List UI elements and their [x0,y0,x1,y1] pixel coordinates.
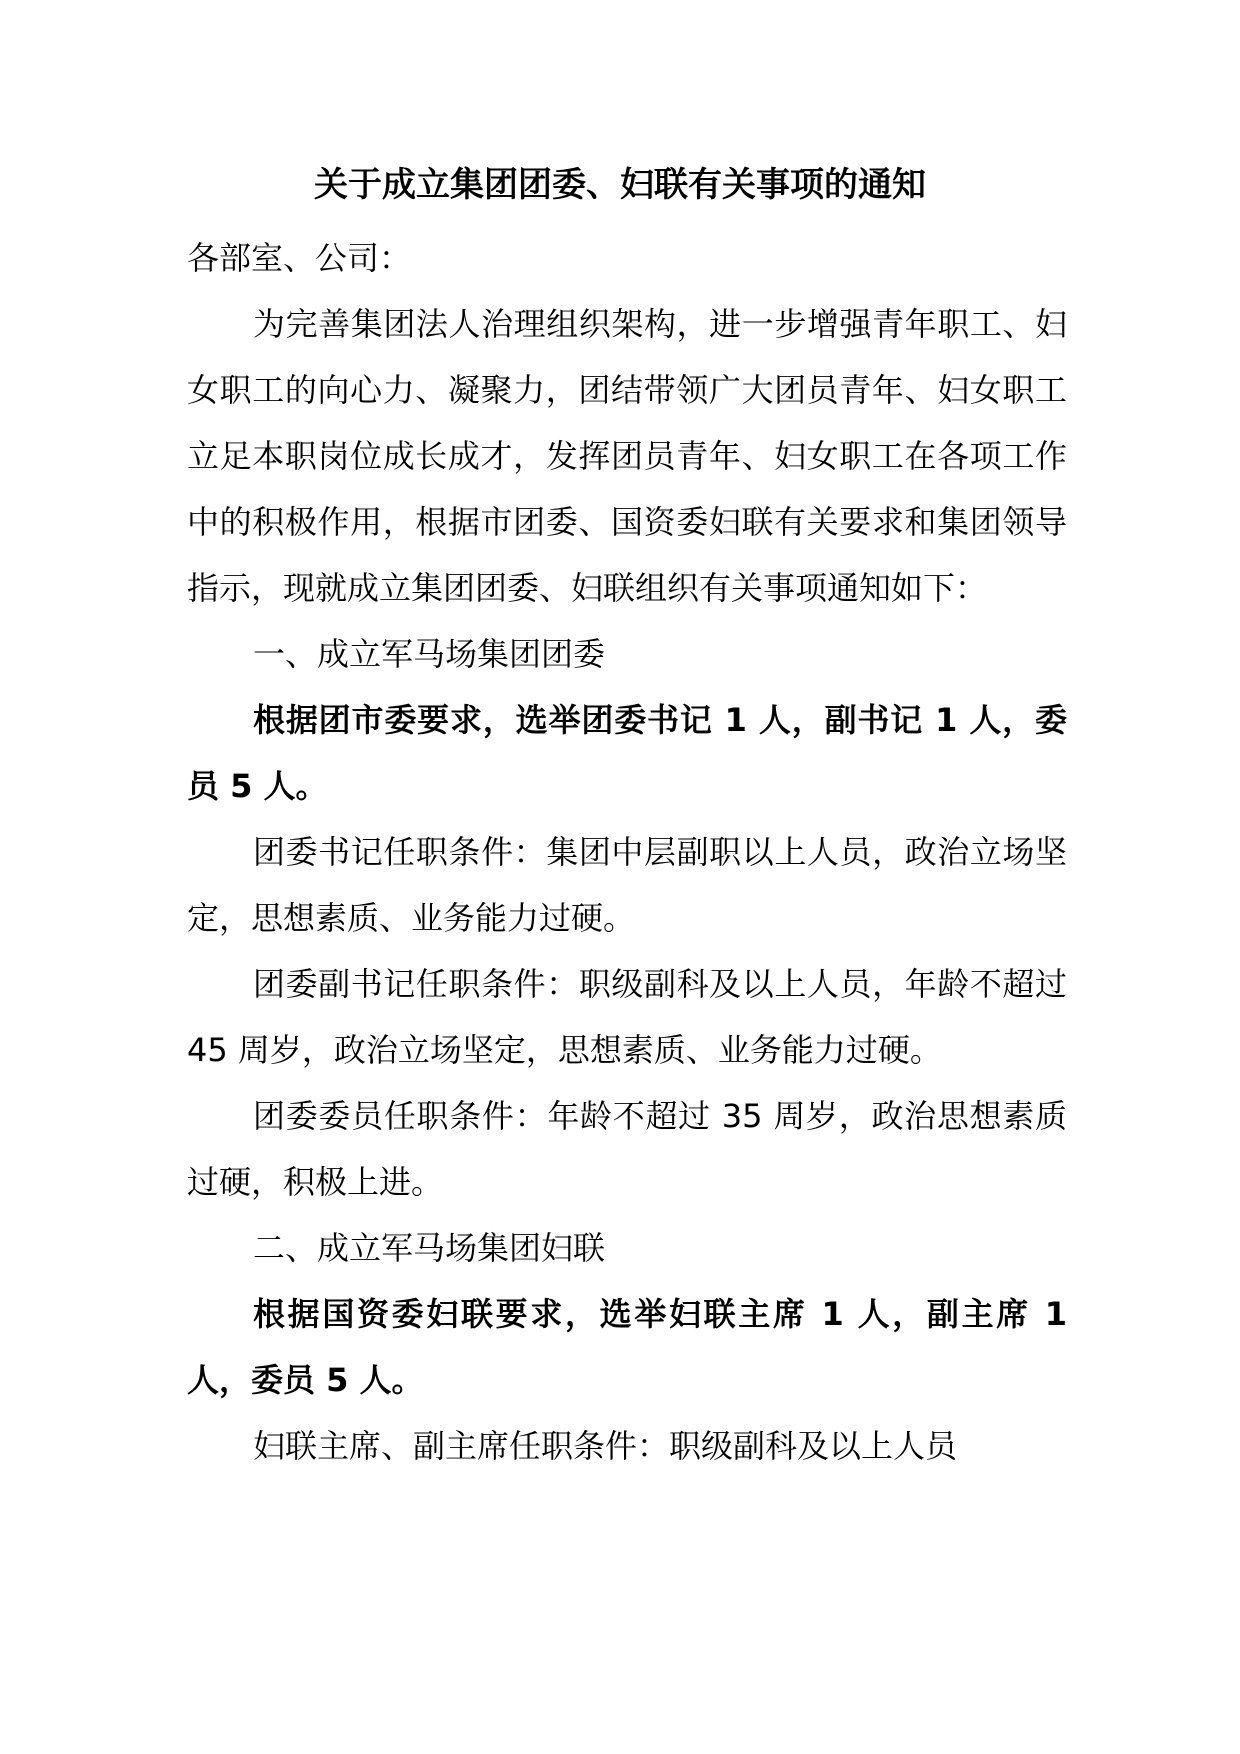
womens-federation-election-paragraph: 根据国资委妇联要求，选举妇联主席 1 人，副主席 1 人，委员 5 人。 [187,1295,1067,1399]
chair-requirements-paragraph: 妇联主席、副主席任职条件：职级副科及以上人员 [253,1427,958,1465]
deputy-secretary-requirements-paragraph: 团委副书记任职条件：职级副科及以上人员，年龄不超过 45 周岁，政治立场坚定，思想素质、业务能力过硬。 [187,965,1067,1069]
committee-member-requirements-paragraph: 团委委员任职条件：年龄不超过 35 周岁，政治思想素质过硬，积极上进。 [187,1097,1067,1201]
section-heading-womens-federation: 二、成立军马场集团妇联 [253,1229,606,1267]
document-body [187,225,1067,1479]
document-title: 关于成立集团团委、妇联有关事项的通知 [314,165,926,205]
salutation: 各部室、公司： [187,239,412,277]
secretary-requirements-paragraph: 团委书记任职条件：集团中层副职以上人员，政治立场坚定，思想素质、业务能力过硬。 [187,833,1067,937]
youth-league-election-paragraph: 根据团市委要求，选举团委书记 1 人，副书记 1 人，委员 5 人。 [187,701,1067,805]
intro-paragraph: 为完善集团法人治理组织架构，进一步增强青年职工、妇女职工的向心力、凝聚力，团结带领广大团员青年、妇女职工立足本职岗位成长成才，发挥团员青年、妇女职工在各项工作中的积极作用，根据市团委、国资委妇联有关要求和集团领导指示，现就成立集团团委、妇联组织有关事项通知如下： [187,305,1067,607]
section-heading-youth-league: 一、成立军马场集团团委 [253,635,606,673]
